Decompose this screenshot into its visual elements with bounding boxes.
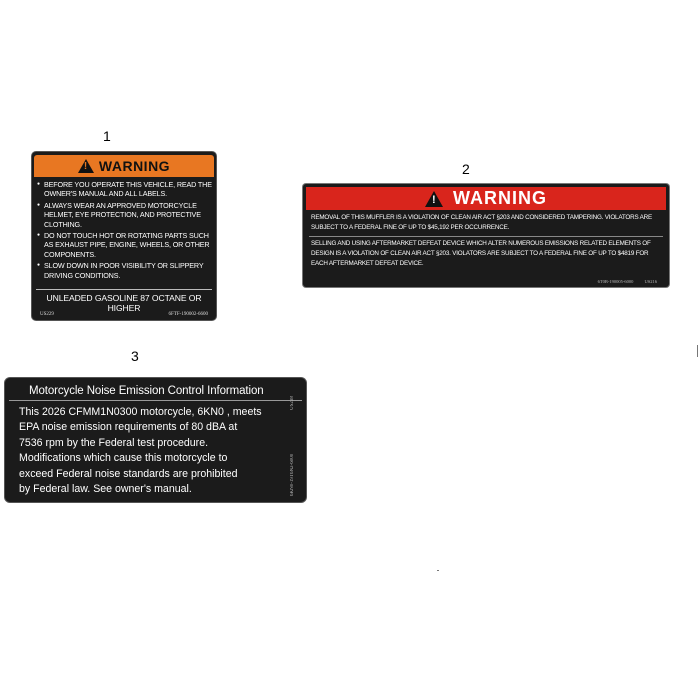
warning-item: ● SLOW DOWN IN POOR VISIBILITY OR SLIPPERY DRIVING CONDITIONS.	[37, 261, 213, 280]
noise-label-line: exceed Federal noise standards are prohibited	[19, 467, 238, 480]
defeat-device-paragraph: SELLING AND USING AFTERMARKET DEFEAT DEVICE WHICH ALTER NUMEROUS EMISSIONS RELATED ELEMENTS OF DESIGN IS A VIOLATION OF CLEAN AIR ACT §203. VIOLATORS ARE SUBJECT TO A FEDERAL FINE OF UP TO $4819 FOR EACH AFTERMARKET DEFEAT DEVICE.	[311, 240, 651, 268]
warning-item: ● BEFORE YOU OPERATE THIS VEHICLE, READ THE OWNER'S MANUAL AND ALL LABELS.	[37, 180, 213, 199]
divider	[309, 236, 663, 237]
tampering-paragraph: REMOVAL OF THIS MUFFLER IS A VIOLATION OF CLEAN AIR ACT §203 AND CONSIDERED TAMPERING. VIOLATORS ARE SUBJECT TO A FEDERAL FINE OF UP TO $45,192 PER OCCURRENCE.	[311, 214, 652, 232]
callout-number-2: 2	[462, 161, 470, 177]
noise-label-side-codes	[290, 396, 302, 496]
noise-label-line: 7536 rpm by the Federal test procedure.	[19, 436, 209, 449]
label-part-number: 6T0B-190005-6000	[597, 279, 634, 284]
warning-header	[306, 187, 666, 210]
scan-speck	[437, 570, 439, 571]
noise-label-title: Motorcycle Noise Emission Control Information	[9, 382, 302, 401]
label-code-left: US229	[40, 312, 54, 317]
noise-label-tag: US238	[290, 396, 295, 410]
noise-label-line: Modifications which cause this motorcycle to	[19, 452, 228, 465]
label-part-number: 6FTF-190002-6600	[168, 312, 208, 317]
label-footer	[40, 312, 208, 317]
warning-heading: WARNING	[98, 158, 171, 174]
callout-number-1: 1	[103, 128, 111, 144]
fuel-requirement: UNLEADED GASOLINE 87 OCTANE OR HIGHER	[36, 289, 212, 313]
warning-item: ● ALWAYS WEAR AN APPROVED MOTORCYCLE HELMET, EYE PROTECTION, AND PROTECTIVE CLOTHING.	[37, 201, 213, 229]
callout-number-3: 3	[131, 348, 139, 364]
label-footer	[588, 279, 657, 284]
warning-triangle-icon	[78, 159, 94, 173]
noise-label-part-number: 6KN0-19T6N2-6000	[290, 453, 295, 496]
noise-emission-label	[5, 378, 306, 502]
warning-heading: WARNING	[453, 188, 547, 208]
noise-label-body	[19, 405, 289, 497]
noise-label-line: EPA noise emission requirements of 80 dBA at	[19, 421, 238, 434]
warning-list	[37, 180, 213, 282]
warning-item: ● DO NOT TOUCH HOT OR ROTATING PARTS SUCH AS EXHAUST PIPE, ENGINE, WHEELS, OR OTHER COMPONENTS.	[37, 231, 213, 259]
scan-edge-mark	[697, 345, 698, 357]
warning-header	[34, 155, 214, 177]
noise-label-line: This 2026 CFMM1N0300 motorcycle, 6KN0 , meets	[19, 406, 262, 418]
warning-triangle-icon	[425, 191, 443, 207]
noise-label-line: by Federal law. See owner's manual.	[19, 483, 192, 496]
label-code-right: US216	[644, 279, 657, 284]
warning-label-muffler	[303, 184, 669, 287]
warning-label-general	[32, 152, 216, 320]
